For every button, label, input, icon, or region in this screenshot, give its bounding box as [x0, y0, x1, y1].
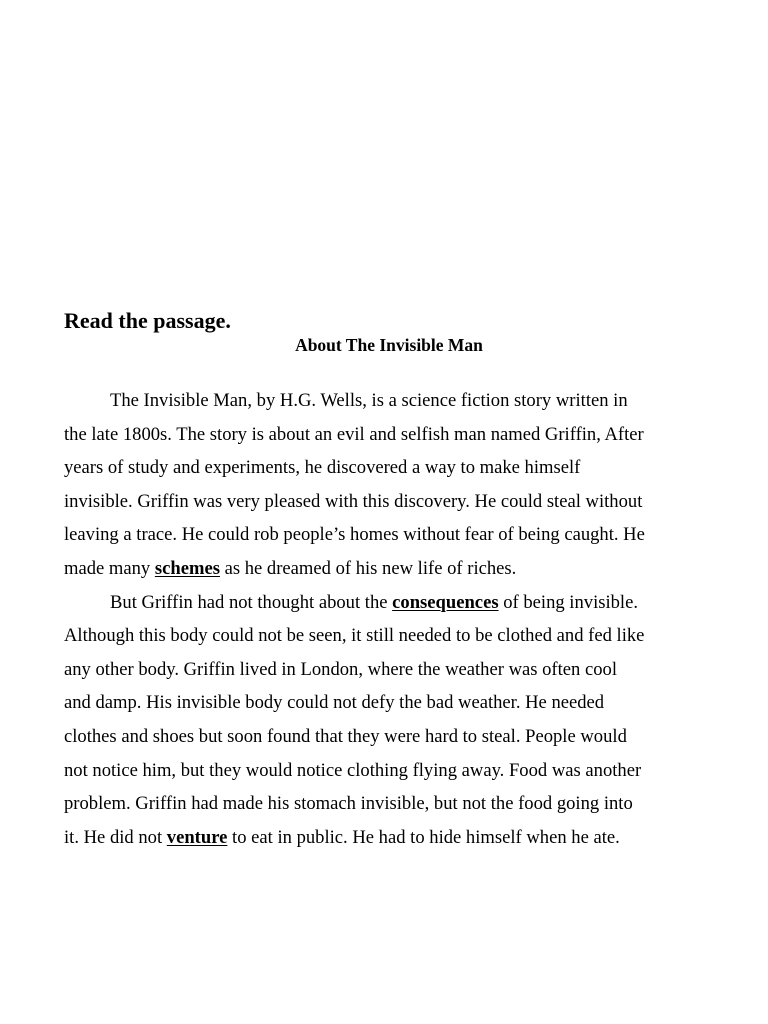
text-line: [64, 821, 724, 855]
vocab-word-venture: venture: [166, 826, 228, 848]
instruction-heading: Read the passage.: [64, 308, 231, 333]
text-segment: it. He did not: [64, 826, 167, 848]
text-segment: to eat in public. He had to hide himself when he ate.: [227, 826, 620, 848]
text-line: The Invisible Man, by H.G. Wells, is a science fiction story written in: [110, 390, 628, 411]
text-line: the late 1800s. The story is about an evil and selfish man named Griffin, After: [64, 423, 644, 445]
text-line: invisible. Griffin was very pleased with this discovery. He could steal without: [64, 490, 643, 512]
text-segment: But Griffin had not thought about the: [110, 591, 393, 613]
passage-body: [64, 384, 724, 854]
text-line: clothes and shoes but soon found that they were hard to steal. People would: [64, 725, 627, 747]
text-line: Although this body could not be seen, it still needed to be clothed and fed like: [64, 625, 645, 647]
text-segment: made many: [64, 557, 155, 579]
paragraph-2: [64, 586, 724, 855]
text-line: [64, 586, 724, 620]
text-line: not notice him, but they would notice clothing flying away. Food was another: [64, 759, 642, 781]
passage-title: About The Invisible Man: [295, 335, 483, 355]
paragraph-1: [64, 384, 724, 586]
text-line: any other body. Griffin lived in London, where the weather was often cool: [64, 658, 618, 680]
text-line: and damp. His invisible body could not defy the bad weather. He needed: [64, 692, 605, 714]
text-line: [64, 552, 724, 586]
text-segment: as he dreamed of his new life of riches.: [219, 557, 517, 579]
vocab-word-schemes: schemes: [154, 557, 220, 579]
vocab-word-consequences: consequences: [392, 591, 499, 613]
text-line: years of study and experiments, he discovered a way to make himself: [64, 457, 581, 479]
text-segment: of being invisible.: [498, 591, 638, 613]
text-line: leaving a trace. He could rob people’s homes without fear of being caught. He: [64, 524, 645, 546]
text-line: problem. Griffin had made his stomach invisible, but not the food going into: [64, 793, 633, 815]
